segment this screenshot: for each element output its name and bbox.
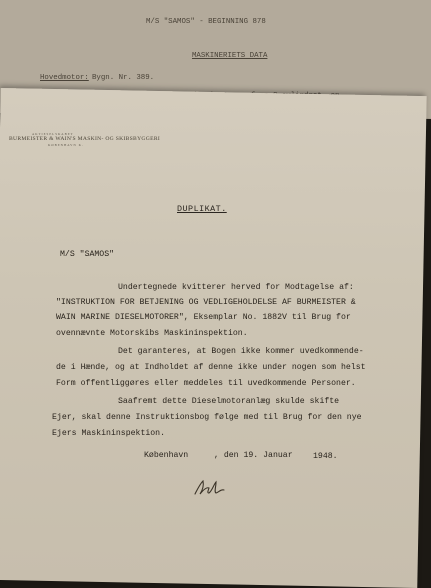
date: , den 19. Januar bbox=[214, 451, 293, 460]
paragraph-3-line: Ejer, skal denne Instruktionsbog følge med til Brug for den nye bbox=[52, 413, 362, 422]
paragraph-1-line: ovennævnte Motorskibs Maskininspektion. bbox=[56, 329, 248, 338]
back-page-row-label: Hovedmotor: bbox=[40, 74, 89, 82]
paragraph-2-line: Form offentliggøres eller meddeles til uvedkommende Personer. bbox=[56, 379, 356, 388]
letterhead-company: BURMEISTER & WAIN'S MASKIN- OG SKIBSBYGGERI bbox=[9, 136, 161, 142]
paragraph-2-line: Det garanteres, at Bogen ikke kommer uvedkommende- bbox=[118, 347, 364, 356]
letterhead-small-bottom: KØBENHAVN K. bbox=[48, 143, 84, 147]
back-page-row-value: Bygn. Nr. 389. bbox=[92, 74, 155, 82]
back-page-header: M/S "SAMOS" - BEGINNING 878 bbox=[146, 18, 266, 26]
letterhead-small-top: AKTIESELSKABET bbox=[32, 132, 74, 136]
paragraph-3-line: Ejers Maskininspektion. bbox=[52, 429, 166, 438]
paragraph-2-line: de i Hænde, og at Indholdet af denne ikke under nogen som helst bbox=[56, 363, 366, 372]
paragraph-3-line: Saafremt dette Dieselmotoranlæg skulde skifte bbox=[118, 397, 340, 406]
back-page-subheader: MASKINERIETS DATA bbox=[192, 52, 268, 60]
document-title: DUPLIKAT. bbox=[177, 204, 227, 214]
paragraph-1-line: "INSTRUKTION FOR BETJENING OG VEDLIGEHOLDELSE AF BURMEISTER & bbox=[56, 298, 356, 307]
recipient: M/S "SAMOS" bbox=[60, 250, 115, 259]
paragraph-1-line: WAIN MARINE DIESELMOTORER", Eksemplar No. 1882V til Brug for bbox=[56, 313, 351, 322]
place: København bbox=[144, 451, 189, 460]
year: 1948. bbox=[313, 452, 338, 461]
signature bbox=[192, 478, 228, 498]
paragraph-1-line: Undertegnede kvitterer herved for Modtagelse af: bbox=[118, 283, 354, 292]
